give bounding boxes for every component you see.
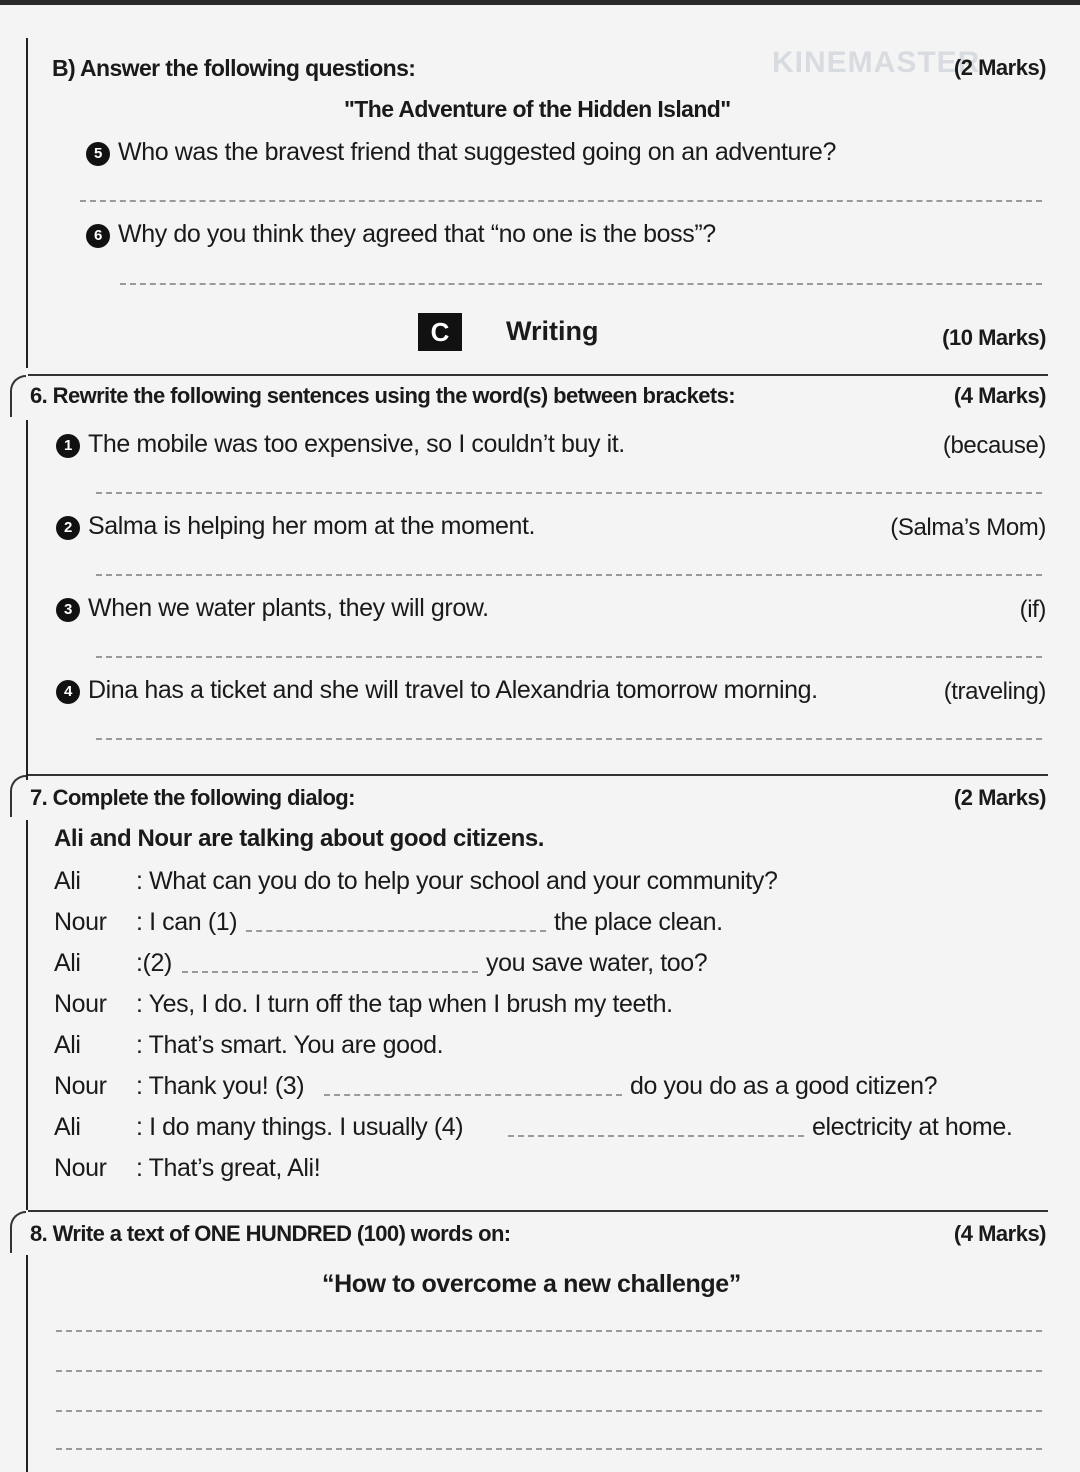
question-text: Who was the bravest friend that suggested going on an adventure? <box>118 138 836 166</box>
speaker-name: Nour <box>54 908 107 936</box>
section-bracket <box>10 1211 26 1253</box>
dialog-text: : What can you do to help your school and your community? <box>136 867 778 895</box>
divider <box>28 374 1048 376</box>
item-number-badge: 3 <box>56 598 80 622</box>
answer-line[interactable] <box>120 283 1042 285</box>
question-number-badge: 5 <box>86 142 110 166</box>
blank-1-input[interactable] <box>246 930 546 932</box>
dialog-intro: Ali and Nour are talking about good citizens. <box>54 825 545 852</box>
q6-item-3 <box>56 594 489 623</box>
dialog-line <box>54 1072 304 1101</box>
dialog-line <box>54 1031 443 1060</box>
q6-item-3-hint: (if) <box>1019 596 1046 623</box>
item-text: Dina has a ticket and she will travel to Alexandria tomorrow morning. <box>88 676 818 704</box>
q7-marks: (2 Marks) <box>953 785 1046 810</box>
section-b-marks: (2 Marks) <box>953 55 1046 80</box>
section-bracket <box>10 775 26 817</box>
speaker-name: Ali <box>54 949 81 977</box>
watermark-logo: KINEMASTER <box>772 46 981 79</box>
dialog-text: : Yes, I do. I turn off the tap when I brush my teeth. <box>136 990 673 1018</box>
divider <box>28 1210 1048 1212</box>
margin-rule <box>26 38 28 368</box>
q6-marks: (4 Marks) <box>953 383 1046 408</box>
item-number-badge: 1 <box>56 434 80 458</box>
story-title: "The Adventure of the Hidden Island" <box>344 96 731 122</box>
dialog-line <box>54 1154 320 1183</box>
dialog-text-after: the place clean. <box>554 908 723 936</box>
dialog-text-after: you save water, too? <box>486 949 708 977</box>
dialog-line <box>54 1113 463 1142</box>
q6-item-2 <box>56 512 535 541</box>
section-c-title: Writing <box>506 316 599 346</box>
question-text: Why do you think they agreed that “no one is the boss”? <box>118 220 716 248</box>
dialog-text-after: electricity at home. <box>812 1113 1013 1141</box>
dialog-text: : I do many things. I usually (4) <box>136 1113 464 1141</box>
item-text: The mobile was too expensive, so I couldn’t buy it. <box>88 430 625 458</box>
speaker-name: Nour <box>54 1154 107 1182</box>
q8-heading: 8. Write a text of ONE HUNDRED (100) words on: <box>30 1221 511 1246</box>
divider <box>28 774 1048 776</box>
q8-marks: (4 Marks) <box>953 1221 1046 1246</box>
question-number-badge: 6 <box>86 224 110 248</box>
dialog-text: : I can (1) <box>136 908 238 936</box>
section-c-badge: C <box>418 313 462 351</box>
answer-line[interactable] <box>96 656 1042 658</box>
item-text: When we water plants, they will grow. <box>88 594 489 622</box>
q6-item-2-hint: (Salma’s Mom) <box>890 514 1046 541</box>
answer-line[interactable] <box>96 492 1042 494</box>
margin-rule <box>26 820 28 1210</box>
answer-line[interactable] <box>96 738 1042 740</box>
dialog-text: : Thank you! (3) <box>136 1072 305 1100</box>
q6-heading: 6. Rewrite the following sentences using the word(s) between brackets: <box>30 383 735 408</box>
margin-rule <box>26 1255 28 1472</box>
writing-line[interactable] <box>56 1410 1042 1412</box>
q6-item-4 <box>56 676 818 705</box>
dialog-text-after: do you do as a good citizen? <box>630 1072 938 1100</box>
item-number-badge: 4 <box>56 680 80 704</box>
writing-line[interactable] <box>56 1448 1042 1450</box>
speaker-name: Ali <box>54 1113 81 1141</box>
speaker-name: Nour <box>54 990 107 1018</box>
dialog-text: : That’s smart. You are good. <box>136 1031 444 1059</box>
question-5 <box>86 138 836 167</box>
dialog-text: :(2) <box>136 949 172 977</box>
speaker-name: Ali <box>54 1031 81 1059</box>
section-b-heading: B) Answer the following questions: <box>52 55 416 81</box>
top-border <box>0 0 1080 5</box>
q6-item-4-hint: (traveling) <box>943 678 1046 705</box>
blank-3-input[interactable] <box>324 1094 622 1096</box>
dialog-line <box>54 908 237 937</box>
dialog-line <box>54 990 673 1019</box>
writing-line[interactable] <box>56 1330 1042 1332</box>
dialog-line <box>54 867 777 896</box>
q6-item-1 <box>56 430 625 459</box>
answer-line[interactable] <box>80 200 1042 202</box>
section-c-marks: (10 Marks) <box>942 325 1046 350</box>
speaker-name: Nour <box>54 1072 107 1100</box>
speaker-name: Ali <box>54 867 81 895</box>
dialog-text: : That’s great, Ali! <box>136 1154 321 1182</box>
q7-heading: 7. Complete the following dialog: <box>30 785 355 810</box>
blank-2-input[interactable] <box>182 971 478 973</box>
section-bracket <box>10 375 26 417</box>
margin-rule <box>26 420 28 780</box>
item-number-badge: 2 <box>56 516 80 540</box>
dialog-line <box>54 949 172 978</box>
blank-4-input[interactable] <box>508 1135 804 1137</box>
question-6 <box>86 220 716 249</box>
answer-line[interactable] <box>96 574 1042 576</box>
q8-topic: “How to overcome a new challenge” <box>322 1270 741 1298</box>
q6-item-1-hint: (because) <box>942 432 1046 459</box>
writing-line[interactable] <box>56 1370 1042 1372</box>
item-text: Salma is helping her mom at the moment. <box>88 512 536 540</box>
